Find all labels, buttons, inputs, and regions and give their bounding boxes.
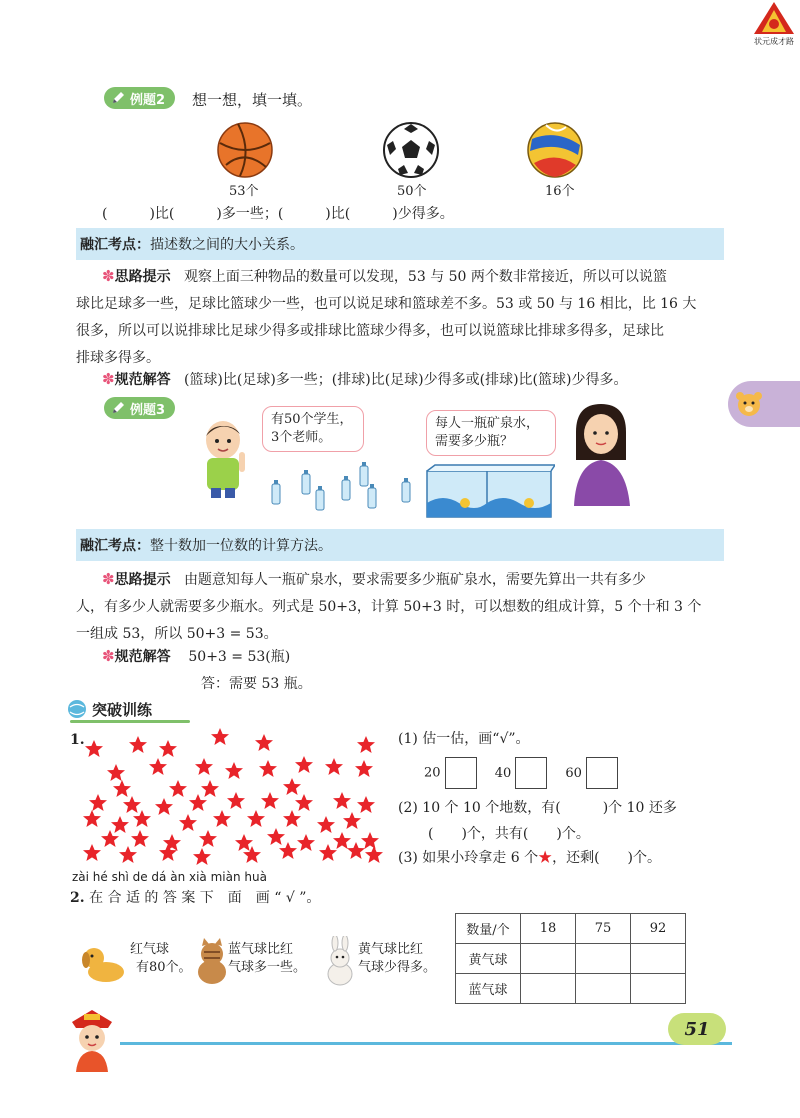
answer-cell[interactable] — [631, 944, 686, 974]
star-mark — [267, 828, 285, 845]
example2-tag — [104, 87, 175, 109]
publisher-logo-text: 状元成才路 — [754, 37, 794, 46]
answer-equation: 50+3 = 53(瓶) — [188, 649, 291, 665]
star-mark — [357, 796, 375, 813]
key-point-label: 融汇考点： — [80, 538, 150, 554]
hint-line: 球比足球多一些，足球比篮球少一些，也可以说足球和篮球差不多。53 或 50 与 16 相比，比 16 大 — [76, 296, 697, 312]
pencil-icon — [110, 400, 126, 416]
star-mark — [361, 832, 379, 849]
example3-tag-label: 例题3 — [130, 402, 166, 418]
star-mark — [317, 816, 335, 833]
star-mark — [193, 848, 211, 865]
footer-line — [120, 1042, 732, 1045]
answer-box[interactable] — [515, 757, 547, 789]
star-mark — [283, 778, 301, 795]
answer-cell[interactable] — [576, 944, 631, 974]
q1-part3 — [398, 847, 661, 867]
pinyin-line: zài hé shì de dá àn xià miàn huà — [72, 870, 267, 884]
answer-text: (篮球)比(足球)多一些；(排球)比(足球)少得多或(排球)比(篮球)少得多。 — [183, 372, 628, 388]
star-mark — [255, 734, 273, 751]
statement-line: 红气球 — [130, 942, 170, 957]
star-mark — [211, 728, 229, 745]
stars-group — [80, 727, 390, 867]
volleyball-icon — [526, 121, 584, 183]
star-mark — [295, 756, 313, 773]
flower-icon: ✽ — [102, 570, 115, 588]
star-mark — [169, 780, 187, 797]
statement-1 — [130, 941, 192, 977]
star-mark — [189, 794, 207, 811]
statement-line: 黄气球比红 — [358, 942, 424, 957]
example2-hint — [76, 263, 736, 372]
star-mark — [113, 780, 131, 797]
star-mark — [159, 740, 177, 757]
star-mark — [163, 834, 181, 851]
answer-box[interactable] — [586, 757, 618, 789]
table-row — [456, 944, 686, 974]
teacher-speech-bubble — [426, 410, 556, 456]
table-row-label: 蓝气球 — [456, 974, 521, 1004]
star-mark — [355, 760, 373, 777]
star-mark — [119, 846, 137, 863]
star-mark — [199, 830, 217, 847]
hint-label: 思路提示 — [114, 269, 171, 285]
key-point-label: 融汇考点： — [80, 237, 150, 253]
hint-label: 思路提示 — [114, 572, 171, 588]
star-mark — [235, 834, 253, 851]
star-mark — [347, 842, 365, 859]
water-boxes — [425, 463, 555, 523]
q2-number: 2. — [70, 890, 85, 906]
flower-icon: ✽ — [102, 647, 115, 665]
star-mark — [333, 792, 351, 809]
table-header-cell: 75 — [576, 914, 631, 944]
q2-text: 在 合 适 的 答 案 下 面 画 “ √ ”。 — [89, 890, 321, 906]
star-mark — [227, 792, 245, 809]
hint-line: 由题意知每人一瓶矿泉水，要求需要多少瓶矿泉水，需要先算出一共有多少 — [183, 572, 646, 588]
example2-key-point — [76, 228, 724, 260]
answer-cell[interactable] — [576, 974, 631, 1004]
example3-key-point — [76, 529, 724, 561]
flower-icon: ✽ — [102, 370, 115, 388]
hint-line: 很多，所以可以说排球比足球少得多或排球比篮球少得多，也可以说篮球比排球多得多，足球比 — [76, 323, 664, 339]
hint-line: 观察上面三种物品的数量可以发现，53 与 50 两个数非常接近，所以可以说篮 — [183, 269, 667, 285]
page-number: 51 — [668, 1013, 726, 1045]
statement-line: 有80个。 — [136, 960, 192, 975]
bubble-line: 3个老师。 — [271, 430, 332, 445]
q1-part3b: ，还剩( )个。 — [552, 850, 662, 866]
star-mark — [195, 758, 213, 775]
star-mark — [213, 810, 231, 827]
hint-line: 排球多得多。 — [76, 350, 160, 366]
soccer-ball-icon — [382, 121, 440, 183]
star-mark — [107, 764, 125, 781]
teacher-illustration — [566, 402, 636, 510]
star-mark — [83, 810, 101, 827]
option-label: 60 — [565, 765, 582, 781]
star-mark — [279, 842, 297, 859]
key-point-text: 整十数加一位数的计算方法。 — [150, 538, 332, 554]
q2-line — [70, 887, 320, 907]
answer-cell[interactable] — [631, 974, 686, 1004]
bubble-line: 每人一瓶矿泉水， — [435, 416, 540, 431]
q1-part2b: ( )个，共有( )个。 — [428, 826, 590, 842]
answer-label: 规范解答 — [114, 372, 171, 388]
star-mark — [85, 740, 103, 757]
water-bottles — [268, 460, 418, 524]
star-mark — [343, 812, 361, 829]
basketball-count: 53个 — [229, 184, 259, 199]
table-row — [456, 914, 686, 944]
star-mark — [155, 798, 173, 815]
star-mark — [111, 816, 129, 833]
key-point-text: 描述数之间的大小关系。 — [150, 237, 304, 253]
hint-line: 人，有多少人就需要多少瓶水。列式是 50+3，计算 50+3 时，可以想数的组成计算，5 个十和 3 个 — [76, 599, 702, 615]
example3-answer — [102, 643, 290, 671]
star-mark — [365, 846, 383, 863]
flower-icon: ✽ — [102, 267, 115, 285]
star-mark — [133, 810, 151, 827]
mascot-illustration — [64, 1008, 120, 1076]
statement-line: 气球少得多。 — [358, 960, 437, 975]
soccer-ball-count: 50个 — [397, 184, 427, 199]
star-mark — [131, 830, 149, 847]
example3-tag — [104, 397, 175, 419]
star-mark — [325, 758, 343, 775]
bear-face-icon — [734, 389, 764, 419]
example2-tag-label: 例题2 — [130, 92, 166, 108]
example2-question: ( )比( )多一些；( )比( )少得多。 — [102, 206, 454, 222]
star-mark — [129, 736, 147, 753]
answer-cell[interactable] — [521, 974, 576, 1004]
cat-illustration — [192, 938, 232, 990]
star-mark — [247, 810, 265, 827]
star-icon: ★ — [538, 850, 553, 866]
option-label: 40 — [494, 765, 512, 781]
q1-part3a: (3) 如果小玲拿走 6 个 — [398, 850, 539, 866]
star-mark — [297, 834, 315, 851]
answer-cell[interactable] — [521, 944, 576, 974]
globe-icon — [66, 698, 88, 720]
statement-line: 气球多一些。 — [228, 960, 307, 975]
answer-box[interactable] — [445, 757, 477, 789]
star-mark — [261, 792, 279, 809]
star-mark — [225, 762, 243, 779]
bubble-line: 有50个学生， — [271, 412, 353, 427]
star-mark — [83, 844, 101, 861]
pencil-icon — [110, 90, 126, 106]
star-mark — [179, 814, 197, 831]
bubble-line: 需要多少瓶？ — [435, 434, 514, 449]
star-mark — [101, 830, 119, 847]
table-row-label: 黄气球 — [456, 944, 521, 974]
q1-estimate-options — [424, 757, 626, 789]
star-mark — [357, 736, 375, 753]
answer-label: 规范解答 — [114, 649, 171, 665]
example2-prompt: 想一想，填一填。 — [192, 91, 313, 109]
training-title: 突破训练 — [92, 700, 153, 719]
star-mark — [149, 758, 167, 775]
star-mark — [283, 810, 301, 827]
q1-part2a: (2) 10 个 10 个地数，有( )个 10 还多 — [398, 800, 677, 816]
star-mark — [295, 794, 313, 811]
table-header-cell: 92 — [631, 914, 686, 944]
statement-2 — [228, 941, 306, 977]
basketball-icon — [216, 121, 274, 183]
table-row — [456, 974, 686, 1004]
training-underline — [70, 720, 190, 723]
dog-illustration — [80, 938, 128, 990]
example3-answer-text: 答：需要 53 瓶。 — [201, 676, 312, 692]
boy-illustration — [195, 418, 265, 502]
rabbit-illustration — [322, 936, 358, 990]
boy-speech-bubble — [262, 406, 364, 452]
table-header-cell: 数量/个 — [456, 914, 521, 944]
table-header-cell: 18 — [521, 914, 576, 944]
star-mark — [123, 796, 141, 813]
training-header — [66, 698, 152, 720]
statement-line: 蓝气球比红 — [228, 942, 294, 957]
volleyball-count: 16个 — [545, 184, 575, 199]
statement-3 — [358, 941, 436, 977]
star-mark — [201, 780, 219, 797]
star-mark — [243, 846, 261, 863]
example3-hint — [76, 566, 736, 648]
q1-number: 1. — [70, 732, 85, 748]
example2-answer — [102, 366, 627, 394]
hint-line: 一组成 53，所以 50+3 = 53。 — [76, 626, 278, 642]
star-mark — [89, 794, 107, 811]
q1-part1: (1) 估一估，画“√”。 — [398, 731, 530, 747]
star-mark — [333, 832, 351, 849]
balloon-table — [455, 913, 686, 1004]
star-mark — [259, 760, 277, 777]
option-label: 20 — [424, 765, 441, 781]
side-tab — [728, 381, 800, 427]
star-mark — [319, 844, 337, 861]
